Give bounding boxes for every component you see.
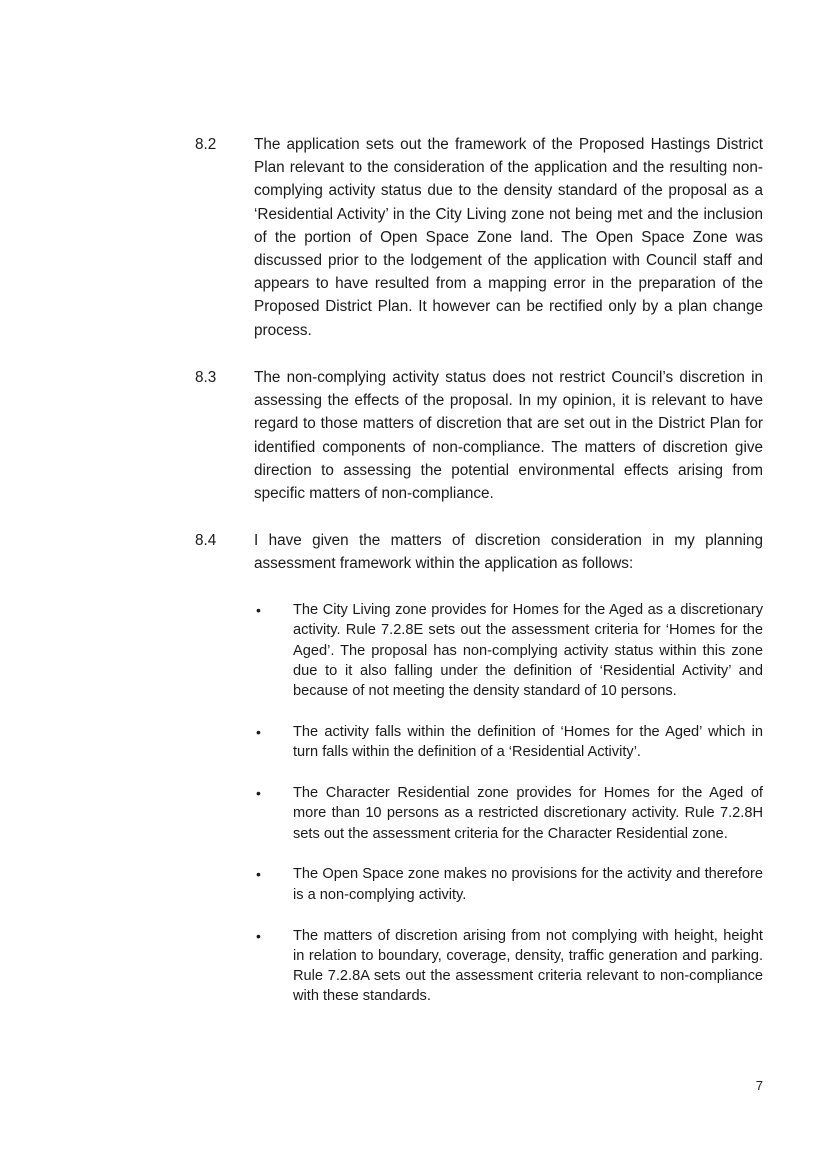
list-item-text: The Character Residential zone provides for Homes for the Aged of more than 10 persons as a restricted discretionary activity. Rule 7.2.8H sets out the assessment criteria for the Character Residential zone. — [293, 785, 763, 842]
list-item — [254, 864, 763, 905]
list-item-text: The matters of discretion arising from not complying with height, height in relation to boundary, coverage, density, traffic generation and parking. Rule 7.2.8A sets out the assessment criteria relevant to non-compliance with these standards. — [293, 927, 763, 1005]
bullet-point-icon: • — [256, 927, 261, 944]
paragraph-number: 8.4 — [195, 532, 217, 549]
page-number: 7 — [755, 1078, 763, 1093]
bullet-point-icon: • — [256, 866, 261, 883]
paragraph-8-4 — [195, 529, 763, 575]
list-item — [254, 783, 763, 844]
paragraph-number: 8.2 — [195, 136, 217, 153]
list-item-text: The activity falls within the definition of ‘Homes for the Aged’ which in turn falls within the definition of a ‘Residential Activity’. — [293, 723, 763, 761]
paragraph-text: The application sets out the framework of the Proposed Hastings District Plan relevant to the consideration of the application and the resulting non-complying activity status due to the density standard of the proposal as a ‘Residential Activity’ in the City Living zone not being met and the inclusion of the portion of Open Space Zone land. The Open Space Zone was discussed prior to the lodgement of the application with Council staff and appears to have resulted from a mapping error in the preparation of the Proposed District Plan. It however can be rectified only by a plan change process. — [254, 136, 763, 339]
bullet-point-icon: • — [256, 785, 261, 802]
bullet-point-icon: • — [256, 602, 261, 618]
paragraph-text: The non-complying activity status does not restrict Council’s discretion in assessing the effects of the proposal. In my opinion, it is relevant to have regard to those matters of discretion that are set out in the District Plan for identified components of non-compliance. The matters of discretion give direction to assessing the potential environmental effects arising from specific matters of non-compliance. — [254, 369, 763, 503]
paragraph-8-3 — [195, 366, 763, 505]
list-item — [254, 600, 763, 701]
paragraph-number: 8.3 — [195, 369, 217, 386]
list-item-text: The City Living zone provides for Homes for the Aged as a discretionary activity. Rule 7.2.8E sets out the assessment criteria for ‘Homes for the Aged’. The proposal has non-complying activity status within this zone due to it also falling under the definition of ‘Residential Activity’ and because of not meeting the density standard of 10 persons. — [293, 602, 763, 700]
paragraph-text: I have given the matters of discretion consideration in my planning assessment framework within the application as follows: — [254, 532, 763, 573]
paragraph-8-2 — [195, 133, 763, 342]
list-item — [254, 926, 763, 1007]
bullet-point-icon: • — [256, 723, 261, 740]
list-item-text: The Open Space zone makes no provisions for the activity and therefore is a non-complying activity. — [293, 866, 763, 903]
bullet-list — [254, 600, 763, 1027]
list-item — [254, 722, 763, 763]
